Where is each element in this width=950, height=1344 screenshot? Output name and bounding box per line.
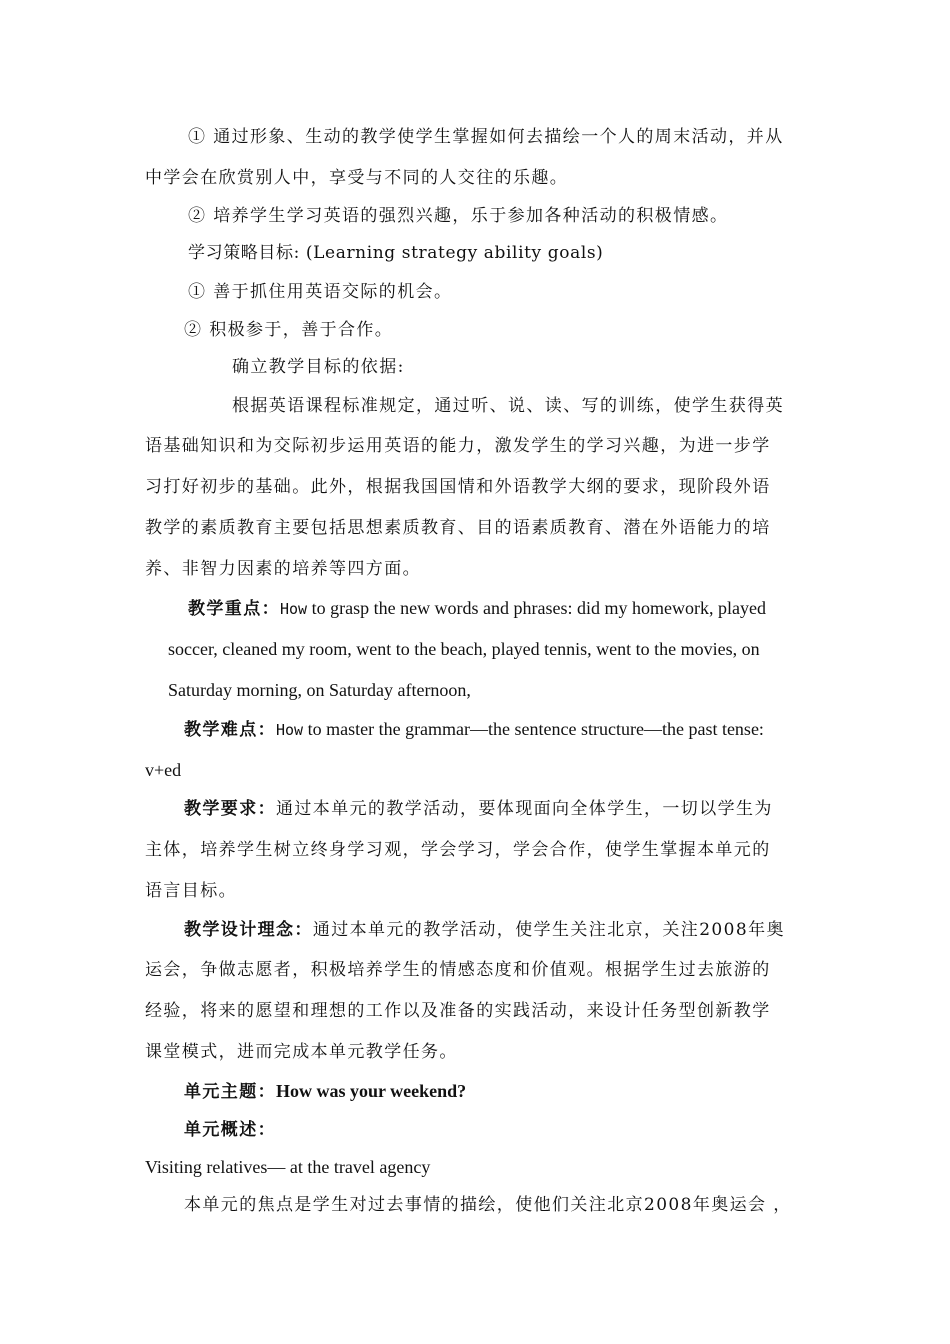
difficult-points-line: v+ed	[145, 760, 182, 780]
design-concept-line: 课堂模式，进而完成本单元教学任务。	[145, 1042, 458, 1062]
unit-theme-line	[184, 1079, 466, 1104]
how-word: How	[276, 721, 304, 739]
requirements-label: 教学要求：	[184, 799, 276, 819]
difficult-points-line: 教学难点：How to master the grammar—the sentence structure—the past tense:	[184, 719, 764, 740]
key-points-label: 教学重点：	[188, 599, 280, 619]
paragraph-line: ① 善于抓住用英语交际的机会。	[188, 282, 453, 302]
requirements-line: 教学要求：通过本单元的教学活动，要体现面向全体学生，一切以学生为	[184, 799, 773, 819]
difficult-points-label: 教学难点：	[184, 720, 276, 740]
paragraph-line: 习打好初步的基础。此外，根据我国国情和外语教学大纲的要求，现阶段外语	[145, 477, 771, 497]
key-points-line: soccer, cleaned my room, went to the beach, played tennis, went to the movies, on	[168, 639, 760, 659]
unit-overview-label: 单元概述：	[184, 1120, 276, 1140]
paragraph-line: 中学会在欣赏别人中，享受与不同的人交往的乐趣。	[145, 168, 569, 188]
design-concept-label: 教学设计理念：	[184, 920, 313, 940]
paragraph-line: ① 通过形象、生动的教学使学生掌握如何去描绘一个人的周末活动，并从	[188, 127, 784, 147]
design-concept-line: 教学设计理念：通过本单元的教学活动，使学生关注北京，关注2008年奥	[184, 920, 785, 940]
unit-theme-label: 单元主题：	[184, 1082, 276, 1102]
how-word: How	[280, 600, 308, 618]
paragraph-line: ② 培养学生学习英语的强烈兴趣，乐于参加各种活动的积极情感。	[188, 206, 729, 226]
requirements-line: 语言目标。	[145, 881, 237, 901]
paragraph-line: 教学的素质教育主要包括思想素质教育、目的语素质教育、潜在外语能力的培	[145, 518, 771, 538]
key-points-line: Saturday morning, on Saturday afternoon,	[168, 680, 471, 700]
requirements-line: 主体，培养学生树立终身学习观，学会学习，学会合作，使学生掌握本单元的	[145, 840, 771, 860]
paragraph-line: 语基础知识和为交际初步运用英语的能力，激发学生的学习兴趣，为进一步学	[145, 436, 771, 456]
paragraph-line: 养、非智力因素的培养等四方面。	[145, 559, 421, 579]
strategy-heading: 学习策略目标: (Learning strategy ability goals)	[188, 243, 604, 263]
paragraph-line: 根据英语课程标准规定，通过听、说、读、写的训练，使学生获得英	[232, 396, 784, 416]
unit-theme-value: How was your weekend?	[276, 1081, 467, 1101]
paragraph-line: ② 积极参于，善于合作。	[184, 320, 394, 340]
design-concept-line: 运会，争做志愿者，积极培养学生的情感态度和价值观。根据学生过去旅游的	[145, 960, 771, 980]
unit-overview-subtitle: Visiting relatives— at the travel agency	[145, 1157, 431, 1177]
unit-overview-line: 本单元的焦点是学生对过去事情的描绘，使他们关注北京2008年奥运会 ，	[184, 1195, 792, 1215]
key-points-line: 教学重点：How to grasp the new words and phrases: did my homework, played	[188, 598, 766, 619]
basis-heading: 确立教学目标的依据:	[232, 357, 405, 377]
design-concept-line: 经验，将来的愿望和理想的工作以及准备的实践活动，来设计任务型创新教学	[145, 1001, 771, 1021]
